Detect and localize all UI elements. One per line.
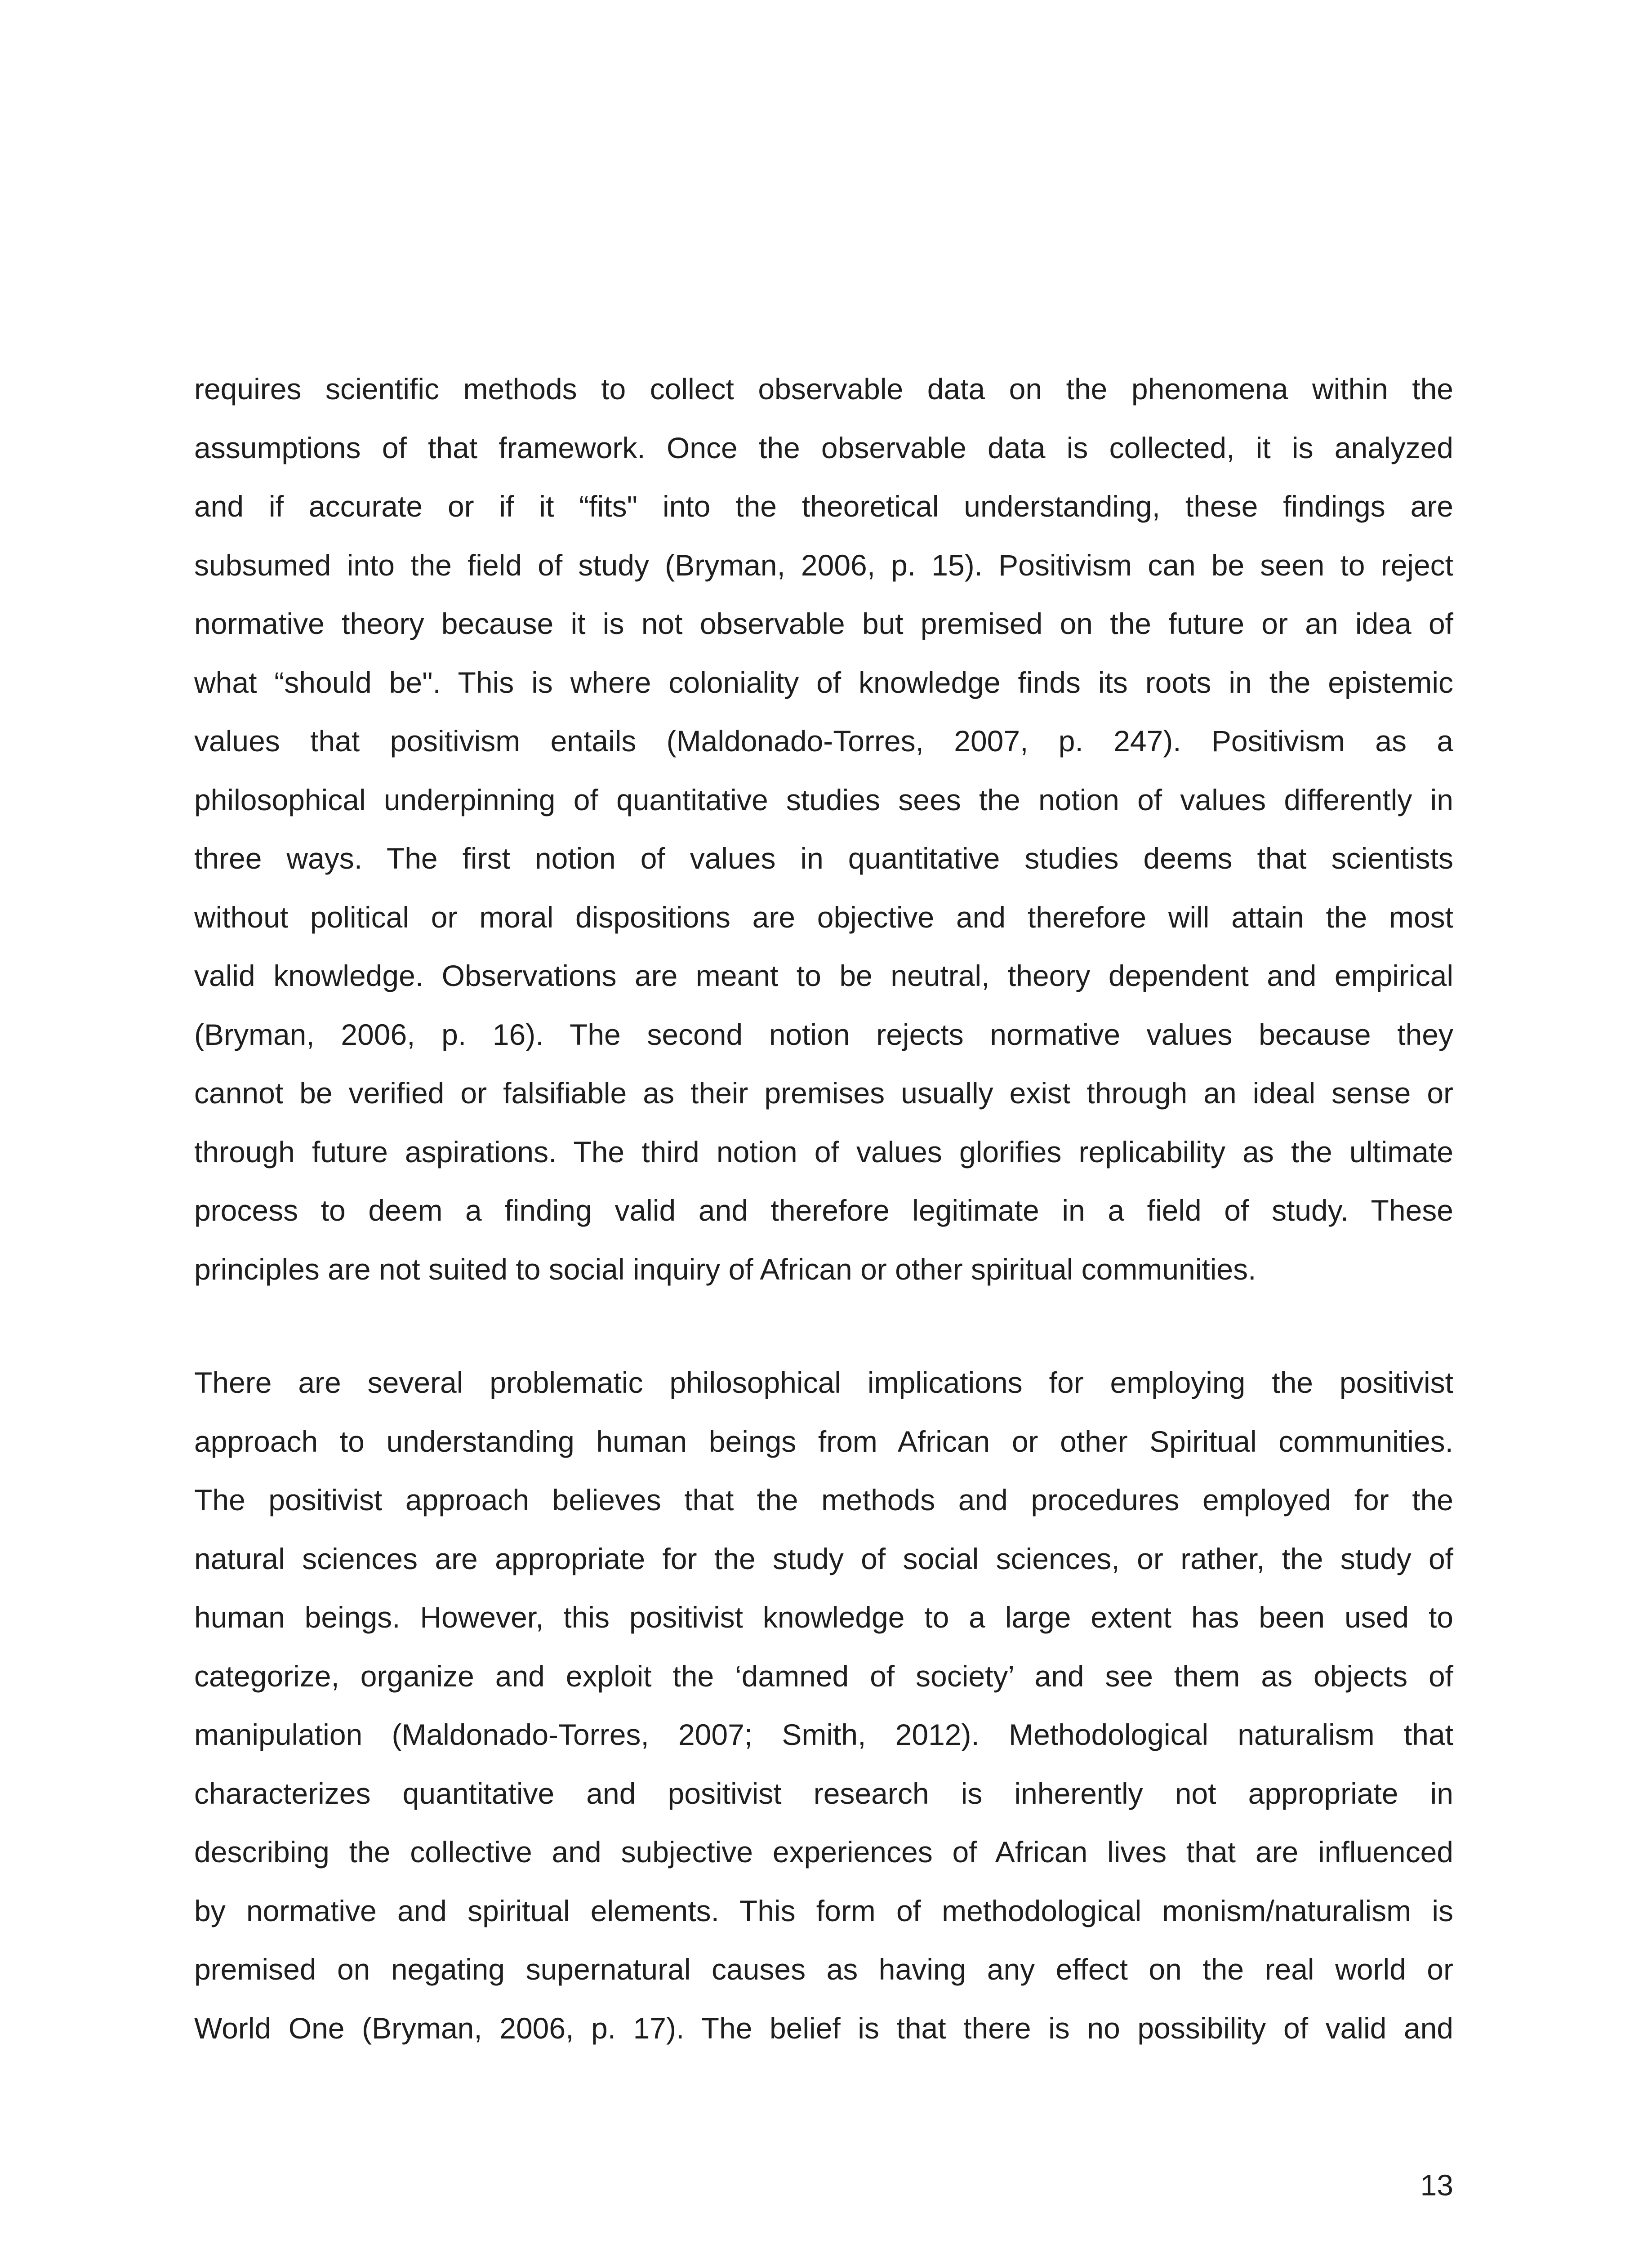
text-line: philosophical underpinning of quantitative studies sees the notion of values differently in [194, 783, 1453, 816]
text-line: human beings. However, this positivist knowledge to a large extent has been used to [194, 1601, 1453, 1634]
text-line: and if accurate or if it “fits" into the theoretical understanding, these findings are [194, 490, 1453, 523]
text-line: (Bryman, 2006, p. 16). The second notion rejects normative values because they [194, 1017, 1453, 1051]
text-line: values that positivism entails (Maldonado-Torres, 2007, p. 247). Positivism as a [194, 724, 1453, 758]
text-line: The positivist approach believes that the methods and procedures employed for the [194, 1483, 1453, 1517]
text-line: without political or moral dispositions are objective and therefore will attain the most [194, 900, 1453, 934]
text-line: describing the collective and subjective experiences of African lives that are influenced [194, 1835, 1453, 1869]
text-line: process to deem a finding valid and therefore legitimate in a field of study. These [194, 1194, 1453, 1227]
text-line: characterizes quantitative and positivist research is inherently not appropriate in [194, 1776, 1453, 1810]
text-line: World One (Bryman, 2006, p. 17). The belief is that there is no possibility of valid and [194, 2011, 1453, 2045]
text-line: what “should be". This is where coloniality of knowledge finds its roots in the epistemic [194, 665, 1453, 699]
paragraph-positivism-values [194, 360, 1453, 1298]
text-line: categorize, organize and exploit the ‘damned of society’ and see them as objects of [194, 1659, 1453, 1693]
text-line: cannot be verified or falsifiable as their premises usually exist through an ideal sense or [194, 1076, 1453, 1110]
text-line: normative theory because it is not observable but premised on the future or an idea of [194, 607, 1453, 640]
text-line: by normative and spiritual elements. This form of methodological monism/naturalism is [194, 1894, 1453, 1927]
paragraph-philosophical-implications [194, 1353, 1453, 2057]
text-line: principles are not suited to social inquiry of African or other spiritual communities. [194, 1252, 1256, 1286]
text-line: natural sciences are appropriate for the study of social sciences, or rather, the study of [194, 1542, 1453, 1575]
text-line: valid knowledge. Observations are meant to be neutral, theory dependent and empirical [194, 959, 1453, 992]
text-line: There are several problematic philosophical implications for employing the positivist [194, 1366, 1453, 1399]
text-line: three ways. The first notion of values in quantitative studies deems that scientists [194, 842, 1453, 875]
text-line: assumptions of that framework. Once the observable data is collected, it is analyzed [194, 431, 1453, 464]
text-line: premised on negating supernatural causes as having any effect on the real world or [194, 1953, 1453, 1986]
text-line: subsumed into the field of study (Bryman, 2006, p. 15). Positivism can be seen to reject [194, 548, 1453, 582]
text-line: through future aspirations. The third notion of values glorifies replicability as the ultimate [194, 1135, 1453, 1169]
text-line: approach to understanding human beings from African or other Spiritual communities. [194, 1424, 1453, 1458]
page-number: 13 [1420, 2168, 1453, 2202]
text-line: manipulation (Maldonado-Torres, 2007; Smith, 2012). Methodological naturalism that [194, 1718, 1453, 1751]
text-line: requires scientific methods to collect observable data on the phenomena within the [194, 372, 1453, 406]
